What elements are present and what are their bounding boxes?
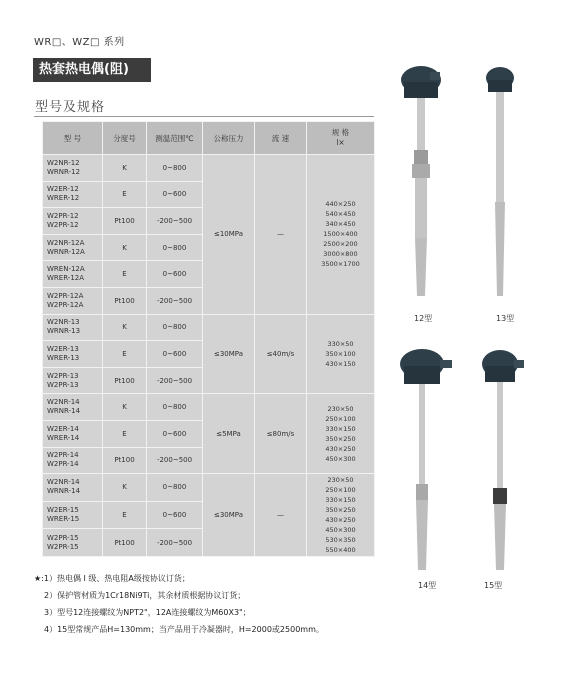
graduation-cell: K: [103, 474, 147, 502]
size-value: 530×350: [325, 536, 356, 545]
graduation-cell: E: [103, 420, 147, 447]
range-cell: 0~800: [147, 394, 203, 421]
caption-15: 15型: [484, 581, 503, 590]
range-cell: -200~500: [147, 367, 203, 394]
divider: [34, 116, 374, 117]
model-code: WRER-13: [47, 353, 80, 362]
size-value: 430×150: [325, 359, 356, 368]
model-code: WRNR-13: [47, 327, 81, 336]
caption-14: 14型: [418, 581, 437, 590]
page-title: 热套热电偶(阻): [33, 58, 151, 82]
flow-cell: —: [255, 155, 307, 315]
range-cell: -200~500: [147, 208, 203, 235]
graduation-cell: K: [103, 314, 147, 341]
graduation-cell: Pt100: [103, 287, 147, 314]
table-row: [43, 155, 375, 182]
model-cell: [43, 181, 103, 208]
model-code: WRNR-12A: [47, 247, 85, 256]
model-code: WRER-12A: [47, 274, 85, 283]
model-cell: [43, 394, 103, 421]
graduation-cell: K: [103, 155, 147, 182]
model-code: WREN-12A: [47, 265, 85, 274]
size-value: 2500×200: [323, 240, 358, 249]
size-value: 330×150: [325, 496, 356, 505]
thermocouple-15-image: [478, 342, 538, 582]
size-value: 3000×800: [323, 250, 358, 259]
model-code: WRER-15: [47, 515, 80, 524]
graduation-cell: Pt100: [103, 447, 147, 474]
size-value: 450×300: [325, 526, 356, 535]
size-cell: [307, 394, 375, 474]
graduation-cell: Pt100: [103, 367, 147, 394]
note-3: 3）型号12连接螺纹为NPT2"，12A连接螺纹为M60X3"；: [44, 608, 251, 617]
size-value: 350×250: [325, 506, 356, 515]
spec-table: [42, 121, 375, 557]
table-header-row: [43, 122, 375, 155]
model-code: W2PR-14: [47, 460, 79, 469]
graduation-cell: E: [103, 501, 147, 529]
model-code: W2PR-15: [47, 533, 79, 542]
header-size: 规 格 l×: [307, 122, 375, 155]
size-value: 230×50: [327, 404, 354, 413]
size-value: 350×250: [325, 434, 356, 443]
table-row: [43, 474, 375, 502]
note-4: 4）15型常规产品H=130mm；当产品用于冷凝器时，H=2000或2500mm。: [44, 625, 324, 634]
size-cell: [307, 474, 375, 557]
thermocouple-12-image: [392, 60, 452, 310]
range-cell: -200~500: [147, 529, 203, 557]
header-pressure: 公称压力: [203, 122, 255, 155]
flow-cell: ≤40m/s: [255, 314, 307, 394]
model-code: WRNR-14: [47, 407, 81, 416]
model-code: W2NR-12: [47, 158, 80, 167]
model-cell: [43, 287, 103, 314]
model-code: W2PR-12A: [47, 291, 84, 300]
size-value: 350×100: [325, 349, 356, 358]
model-code: W2PR-12: [47, 220, 79, 229]
model-code: W2NR-14: [47, 478, 80, 487]
notes-marker: ★:: [34, 574, 44, 583]
model-cell: [43, 341, 103, 368]
range-cell: -200~500: [147, 287, 203, 314]
header-flow: 流 速: [255, 122, 307, 155]
table-row: [43, 394, 375, 421]
pressure-cell: ≤30MPa: [203, 474, 255, 557]
model-code: W2NR-12A: [47, 238, 85, 247]
pressure-cell: ≤30MPa: [203, 314, 255, 394]
range-cell: 0~600: [147, 341, 203, 368]
model-code: W2PR-13: [47, 380, 79, 389]
range-cell: -200~500: [147, 447, 203, 474]
model-cell: [43, 529, 103, 557]
model-code: W2PR-12A: [47, 300, 84, 309]
model-cell: [43, 501, 103, 529]
graduation-cell: K: [103, 394, 147, 421]
range-cell: 0~600: [147, 261, 203, 288]
section-subtitle: 型号及规格: [35, 100, 106, 115]
size-value: 340×450: [325, 220, 356, 229]
series-label: WR□、WZ□ 系列: [34, 37, 125, 48]
model-code: WRER-14: [47, 433, 80, 442]
note-1: ★:1）热电偶 I 级、热电阻A级按协议订货；: [34, 574, 190, 583]
model-cell: [43, 208, 103, 235]
flow-cell: ≤80m/s: [255, 394, 307, 474]
header-model: 型 号: [43, 122, 103, 155]
size-value: 3500×1700: [321, 260, 360, 269]
model-code: W2NR-14: [47, 398, 80, 407]
pressure-cell: ≤5MPa: [203, 394, 255, 474]
model-code: W2ER-13: [47, 344, 79, 353]
size-value: 330×50: [327, 339, 354, 348]
graduation-cell: E: [103, 341, 147, 368]
range-cell: 0~800: [147, 155, 203, 182]
caption-13: 13型: [496, 314, 515, 323]
size-value: 230×50: [327, 476, 354, 485]
model-cell: [43, 447, 103, 474]
note-2: 2）保护管材质为1Cr18Ni9Ti，其余材质根据协议订货；: [44, 591, 246, 600]
size-value: 330×150: [325, 424, 356, 433]
size-value: 540×450: [325, 210, 356, 219]
model-code: W2PR-12: [47, 211, 79, 220]
thermocouple-14-image: [396, 342, 466, 582]
caption-12: 12型: [414, 314, 433, 323]
table-row: [43, 314, 375, 341]
size-value: 550×400: [325, 546, 356, 555]
range-cell: 0~800: [147, 474, 203, 502]
size-value: 440×250: [325, 200, 356, 209]
size-value: 1500×400: [323, 230, 358, 239]
graduation-cell: Pt100: [103, 208, 147, 235]
model-cell: [43, 314, 103, 341]
model-cell: [43, 261, 103, 288]
model-cell: [43, 420, 103, 447]
size-value: 250×100: [325, 414, 356, 423]
model-code: WRNR-14: [47, 487, 81, 496]
model-code: WRNR-12: [47, 167, 81, 176]
graduation-cell: E: [103, 261, 147, 288]
header-graduation: 分度号: [103, 122, 147, 155]
pressure-cell: ≤10MPa: [203, 155, 255, 315]
model-code: W2NR-13: [47, 318, 80, 327]
size-value: 430×250: [325, 516, 356, 525]
model-cell: [43, 155, 103, 182]
size-cell: [307, 314, 375, 394]
model-code: W2PR-15: [47, 542, 79, 551]
thermocouple-13-image: [478, 60, 528, 310]
size-value: 450×300: [325, 454, 356, 463]
model-code: WRER-12: [47, 194, 80, 203]
size-cell: [307, 155, 375, 315]
graduation-cell: E: [103, 181, 147, 208]
model-code: W2PR-14: [47, 451, 79, 460]
model-cell: [43, 367, 103, 394]
model-code: W2PR-13: [47, 371, 79, 380]
flow-cell: —: [255, 474, 307, 557]
model-code: W2ER-15: [47, 506, 79, 515]
model-code: W2ER-14: [47, 424, 79, 433]
range-cell: 0~800: [147, 234, 203, 261]
size-value: 430×250: [325, 444, 356, 453]
model-cell: [43, 474, 103, 502]
graduation-cell: K: [103, 234, 147, 261]
range-cell: 0~600: [147, 420, 203, 447]
range-cell: 0~800: [147, 314, 203, 341]
size-value: 250×100: [325, 486, 356, 495]
range-cell: 0~600: [147, 501, 203, 529]
graduation-cell: Pt100: [103, 529, 147, 557]
range-cell: 0~600: [147, 181, 203, 208]
model-cell: [43, 234, 103, 261]
notes: [34, 570, 324, 638]
model-code: W2ER-12: [47, 185, 79, 194]
header-range: 测温范围℃: [147, 122, 203, 155]
